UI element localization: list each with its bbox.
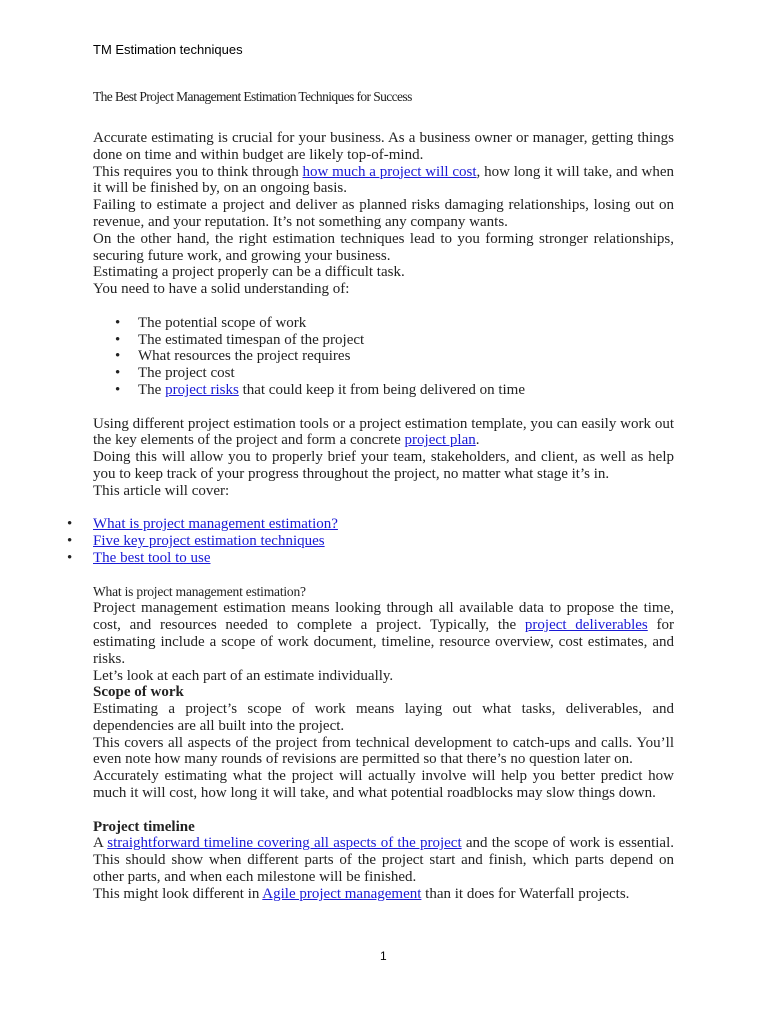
scope-paragraph-2: This covers all aspects of the project from technical development to catch-ups and calls. You’ll even note how many rounds of revisions are permitted so that there’s no question later on. <box>93 734 674 768</box>
list-item: • The potential scope of work <box>93 315 674 332</box>
toc-link-estimation[interactable]: What is project management estimation? <box>93 516 338 533</box>
scope-heading: Scope of work <box>93 684 184 701</box>
project-deliverables-link[interactable]: project deliverables <box>524 617 648 634</box>
text-span: A <box>93 835 108 852</box>
document-title: The Best Project Management Estimation Techniques for Success <box>93 89 412 104</box>
document-body <box>93 130 674 903</box>
toc-link-tool[interactable]: The best tool to use <box>93 549 211 566</box>
text-span: The <box>138 381 166 398</box>
text-span: than it does for Waterfall projects. <box>421 885 630 902</box>
scope-paragraph-3: Accurately estimating what the project will actually involve will help you better predict how much it will cost, how long it will take, and what potential roadblocks may slow things down. <box>93 768 674 802</box>
table-of-contents <box>93 516 674 566</box>
timeline-paragraph-2 <box>93 886 674 903</box>
agile-link[interactable]: Agile project management <box>262 885 422 902</box>
text-span: , how long it will take, and when it will be finished by, on an ongoing basis. <box>93 163 674 197</box>
project-plan-link[interactable]: project plan <box>404 432 476 449</box>
list-item: • What resources the project requires <box>93 348 674 365</box>
tools-paragraph-3: This article will cover: <box>93 482 230 499</box>
list-item: • The project cost <box>93 365 674 382</box>
text-span: . <box>475 432 480 449</box>
text-span: This requires you to think through <box>93 163 303 180</box>
list-item <box>93 382 674 399</box>
text-span: This might look different in <box>93 885 263 902</box>
estimation-paragraph-2: Let’s look at each part of an estimate individually. <box>93 667 394 684</box>
project-cost-link[interactable]: how much a project will cost <box>302 163 477 180</box>
intro-paragraph-1: Accurate estimating is crucial for your business. As a business owner or manager, getting things done on time and within budget are likely top-of-mind. <box>93 130 674 163</box>
toc-item <box>93 550 674 567</box>
text-span: Using different project estimation tools or a project estimation template, you can easily work out the key elements of the project and form a concrete <box>93 415 674 449</box>
estimation-paragraph-1 <box>93 600 674 667</box>
section-heading-estimation: What is project management estimation? <box>93 583 306 599</box>
page-number: 1 <box>380 949 387 963</box>
intro-paragraph-5: Estimating a project properly can be a difficult task. <box>93 264 405 281</box>
project-risks-link[interactable]: project risks <box>165 381 239 398</box>
list-item: • The estimated timespan of the project <box>93 332 674 349</box>
toc-item <box>93 533 674 550</box>
intro-paragraph-3: Failing to estimate a project and deliver as planned risks damaging relationships, losing out on revenue, and your reputation. It’s not something any company wants. <box>93 197 674 230</box>
toc-item <box>93 516 674 533</box>
timeline-paragraph-1 <box>93 835 674 885</box>
toc-link-techniques[interactable]: Five key project estimation techniques <box>93 533 325 550</box>
understanding-list <box>93 315 674 399</box>
timeline-link[interactable]: straightforward timeline covering all aspects of the project <box>107 835 462 852</box>
text-span: and the scope of work is essential. This should show when different parts of the project start and finish, which parts depend on other parts, and when each milestone will be finished. <box>93 835 674 886</box>
tools-paragraph-2: Doing this will allow you to properly brief your team, stakeholders, and client, as well as help you to keep track of your progress throughout the project, no matter what stage it’s in. <box>93 449 674 482</box>
intro-paragraph-2 <box>93 164 674 198</box>
text-span: Project management estimation means looking through all available data to propose the time, cost, and resources needed to complete a project. Typically, the <box>93 600 674 634</box>
text-span: for estimating include a scope of work document, timeline, resource overview, cost estimates, and risks. <box>93 617 674 667</box>
timeline-heading: Project timeline <box>93 818 195 835</box>
tools-paragraph-1 <box>93 416 674 450</box>
text-span: that could keep it from being delivered on time <box>238 381 525 398</box>
intro-paragraph-6: You need to have a solid understanding of: <box>93 281 350 298</box>
page-header: TM Estimation techniques <box>93 42 243 57</box>
scope-paragraph-1: Estimating a project’s scope of work means laying out what tasks, deliverables, and dependencies are all built into the project. <box>93 701 674 734</box>
intro-paragraph-4: On the other hand, the right estimation techniques lead to you forming stronger relationships, securing future work, and growing your business. <box>93 230 674 264</box>
